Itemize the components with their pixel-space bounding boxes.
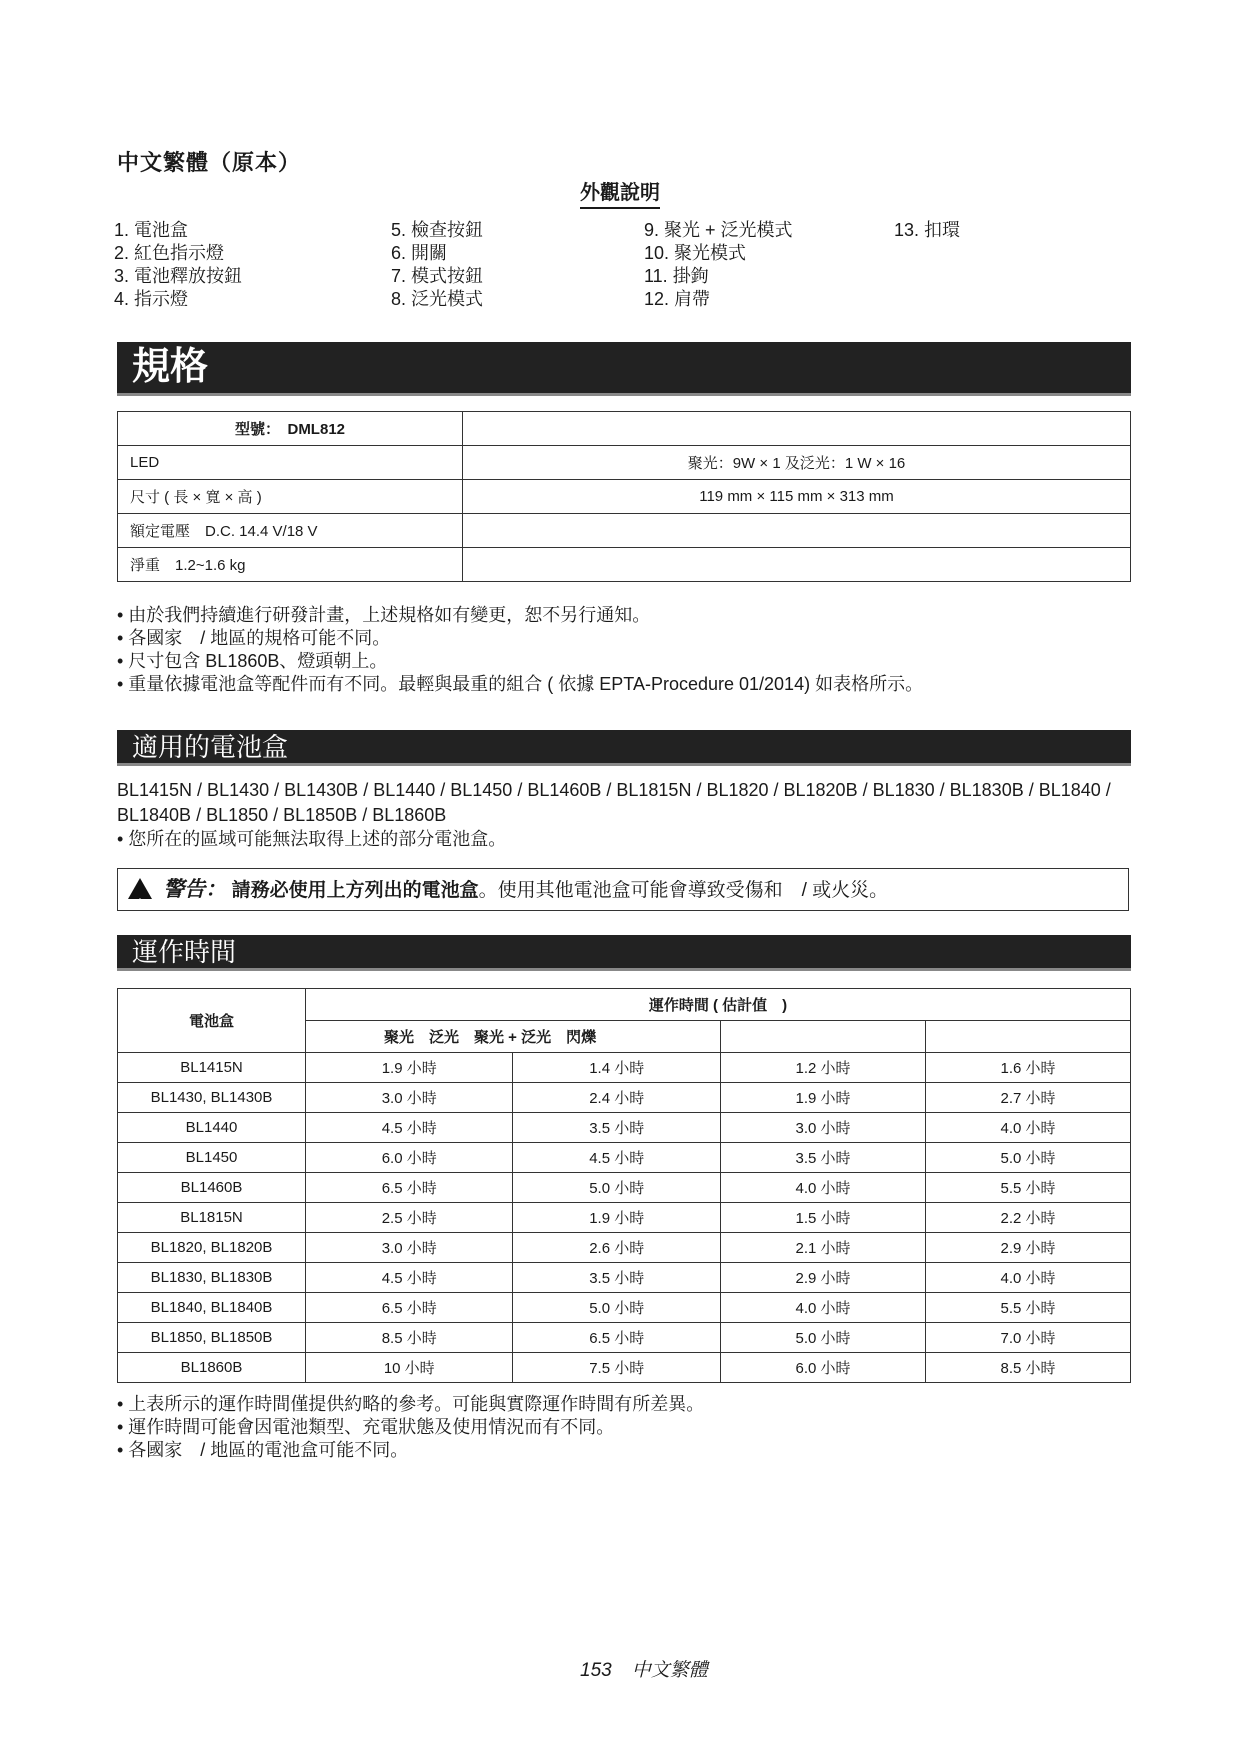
runtime-cell: 2.2 小時 xyxy=(926,1203,1131,1233)
table-row xyxy=(118,1203,1131,1233)
warning-label: 警告： xyxy=(163,878,227,901)
mode-headers: 聚光 泛光 聚光 + 泛光 閃爍 xyxy=(306,1021,721,1053)
language-title: 中文繁體（原本） xyxy=(117,150,302,175)
table-row xyxy=(118,1173,1131,1203)
spec-table xyxy=(117,411,1131,582)
batteries-title-bar xyxy=(117,730,1131,766)
table-row xyxy=(118,1323,1131,1353)
part-item: 9. 聚光 + 泛光模式 xyxy=(644,220,793,240)
runtime-cell: 3.0 小時 xyxy=(721,1113,926,1143)
runtime-cell: 2.4 小時 xyxy=(513,1083,721,1113)
spec-value xyxy=(463,412,1131,446)
spec-value: 聚光：9W × 1 及泛光：1 W × 16 xyxy=(463,446,1131,480)
warning-bold-text: 請務必使用上方列出的電池盒 xyxy=(231,880,479,901)
battery-cell: BL1450 xyxy=(118,1143,306,1173)
mode-header-empty xyxy=(926,1021,1131,1053)
footer-language: 中文繁體 xyxy=(631,1660,708,1681)
page-number: 153 xyxy=(580,1660,612,1681)
spec-label: 尺寸 ( 長 × 寬 × 高 ) xyxy=(118,480,463,514)
runtime-cell: 5.0 小時 xyxy=(513,1173,721,1203)
spec-label: 額定電壓 D.C. 14.4 V/18 V xyxy=(118,514,463,548)
runtime-cell: 2.5 小時 xyxy=(306,1203,513,1233)
runtime-cell: 3.5 小時 xyxy=(721,1143,926,1173)
battery-cell: BL1430, BL1430B xyxy=(118,1083,306,1113)
battery-note xyxy=(117,828,506,851)
table-row xyxy=(118,412,1131,446)
table-row xyxy=(118,514,1131,548)
spec-value xyxy=(463,548,1131,582)
runtime-cell: 6.5 小時 xyxy=(306,1173,513,1203)
runtime-cell: 1.5 小時 xyxy=(721,1203,926,1233)
spec-notes xyxy=(117,604,923,696)
runtime-cell: 4.0 小時 xyxy=(721,1173,926,1203)
runtime-table-body xyxy=(118,1053,1131,1383)
runtime-cell: 3.5 小時 xyxy=(513,1113,721,1143)
battery-cell: BL1850, BL1850B xyxy=(118,1323,306,1353)
battery-cell: BL1840, BL1840B xyxy=(118,1293,306,1323)
runtime-cell: 5.0 小時 xyxy=(721,1323,926,1353)
table-row xyxy=(118,1233,1131,1263)
runtime-cell: 7.5 小時 xyxy=(513,1353,721,1383)
runtime-cell: 8.5 小時 xyxy=(926,1353,1131,1383)
appearance-heading: 外觀說明 xyxy=(580,176,660,209)
runtime-cell: 2.9 小時 xyxy=(721,1263,926,1293)
spec-label: LED xyxy=(118,446,463,480)
battery-cell: BL1860B xyxy=(118,1353,306,1383)
runtime-cell: 6.0 小時 xyxy=(721,1353,926,1383)
runtime-cell: 4.0 小時 xyxy=(926,1113,1131,1143)
battery-cell: BL1820, BL1820B xyxy=(118,1233,306,1263)
page-footer xyxy=(580,1655,708,1682)
battery-cell: BL1815N xyxy=(118,1203,306,1233)
table-row xyxy=(118,446,1131,480)
battery-list: BL1415N / BL1430 / BL1430B / BL1440 / BL1450 / BL1460B / BL1815N / BL1820 / BL1820B / BL1830 / BL1830B / BL1840 / BL1840B / BL1850 / BL1850B / BL1860B xyxy=(117,780,1111,825)
specs-title: 規格 xyxy=(132,346,209,388)
runtime-cell: 6.5 小時 xyxy=(513,1323,721,1353)
table-row xyxy=(118,1353,1131,1383)
runtime-cell: 2.9 小時 xyxy=(926,1233,1131,1263)
runtime-cell: 8.5 小時 xyxy=(306,1323,513,1353)
runtime-cell: 1.9 小時 xyxy=(513,1203,721,1233)
table-row xyxy=(118,1113,1131,1143)
runtime-cell: 1.9 小時 xyxy=(306,1053,513,1083)
runtime-notes xyxy=(117,1393,704,1462)
runtime-cell: 4.0 小時 xyxy=(926,1263,1131,1293)
runtime-cell: 1.2 小時 xyxy=(721,1053,926,1083)
runtime-cell: 4.0 小時 xyxy=(721,1293,926,1323)
specs-title-bar xyxy=(117,342,1131,396)
spec-value xyxy=(463,514,1131,548)
spec-value: 119 mm × 115 mm × 313 mm xyxy=(463,480,1131,514)
column-header-runtime: 運作時間 ( 估計值 ) xyxy=(306,989,1131,1021)
runtime-cell: 1.9 小時 xyxy=(721,1083,926,1113)
runtime-cell: 3.0 小時 xyxy=(306,1083,513,1113)
runtime-table xyxy=(117,988,1131,1383)
part-item: 5. 檢查按鈕 xyxy=(391,220,484,240)
battery-cell: BL1460B xyxy=(118,1173,306,1203)
runtime-cell: 1.4 小時 xyxy=(513,1053,721,1083)
table-row xyxy=(118,1293,1131,1323)
runtime-cell: 10 小時 xyxy=(306,1353,513,1383)
runtime-cell: 6.5 小時 xyxy=(306,1293,513,1323)
battery-cell: BL1415N xyxy=(118,1053,306,1083)
mode-header-empty xyxy=(721,1021,926,1053)
runtime-cell: 4.5 小時 xyxy=(513,1143,721,1173)
runtime-cell: 5.5 小時 xyxy=(926,1173,1131,1203)
part-item: 11. 掛鉤 xyxy=(644,266,709,286)
warning-text: 。使用其他電池盒可能會導致受傷和 / 或火災。 xyxy=(478,880,889,901)
runtime-cell: 4.5 小時 xyxy=(306,1263,513,1293)
parts-list xyxy=(114,219,1014,311)
spec-label: 型號： DML812 xyxy=(118,412,463,446)
note-item: • 上表所示的運作時間僅提供約略的參考。可能與實際運作時間有所差異。 xyxy=(117,1394,705,1414)
table-row xyxy=(118,1083,1131,1113)
runtime-title-bar xyxy=(117,935,1131,971)
note-item: • 各國家 / 地區的規格可能不同。 xyxy=(117,628,391,648)
runtime-cell: 2.7 小時 xyxy=(926,1083,1131,1113)
table-row xyxy=(118,1143,1131,1173)
runtime-cell: 5.0 小時 xyxy=(926,1143,1131,1173)
runtime-cell: 5.0 小時 xyxy=(513,1293,721,1323)
note-item: • 各國家 / 地區的電池盒可能不同。 xyxy=(117,1440,409,1460)
batteries-title: 適用的電池盒 xyxy=(132,732,289,762)
runtime-cell: 1.6 小時 xyxy=(926,1053,1131,1083)
table-row xyxy=(118,1263,1131,1293)
runtime-cell: 3.5 小時 xyxy=(513,1263,721,1293)
part-item: 6. 開關 xyxy=(391,243,448,263)
warning-icon: ! xyxy=(128,878,152,899)
part-item: 10. 聚光模式 xyxy=(644,243,747,263)
note-item: • 由於我們持續進行研發計畫，上述規格如有變更，恕不另行通知。 xyxy=(117,605,651,625)
runtime-cell: 2.1 小時 xyxy=(721,1233,926,1263)
runtime-cell: 4.5 小時 xyxy=(306,1113,513,1143)
table-header-row xyxy=(118,989,1131,1021)
part-item: 7. 模式按鈕 xyxy=(391,266,484,286)
table-row xyxy=(118,1053,1131,1083)
part-item: 4. 指示燈 xyxy=(114,289,189,309)
spec-label: 淨重 1.2~1.6 kg xyxy=(118,548,463,582)
column-header-battery: 電池盒 xyxy=(118,989,306,1053)
battery-cell: BL1440 xyxy=(118,1113,306,1143)
runtime-cell: 6.0 小時 xyxy=(306,1143,513,1173)
part-item: 1. 電池盒 xyxy=(114,220,189,240)
part-item: 13. 扣環 xyxy=(894,220,961,240)
part-item: 12. 肩帶 xyxy=(644,289,711,309)
note-item: • 重量依據電池盒等配件而有不同。最輕與最重的組合 ( 依據 EPTA-Procedure 01/2014) 如表格所示。 xyxy=(117,674,924,694)
note-item: • 運作時間可能會因電池類型、充電狀態及使用情況而有不同。 xyxy=(117,1417,615,1437)
runtime-cell: 5.5 小時 xyxy=(926,1293,1131,1323)
runtime-cell: 2.6 小時 xyxy=(513,1233,721,1263)
note-item: • 尺寸包含 BL1860B、燈頭朝上。 xyxy=(117,651,388,671)
part-item: 3. 電池釋放按鈕 xyxy=(114,266,243,286)
table-row xyxy=(118,548,1131,582)
part-item: 2. 紅色指示燈 xyxy=(114,243,225,263)
part-item: 8. 泛光模式 xyxy=(391,289,484,309)
warning-box xyxy=(117,868,1129,911)
note-item: • 您所在的區域可能無法取得上述的部分電池盒。 xyxy=(117,829,507,849)
table-row xyxy=(118,480,1131,514)
runtime-title: 運作時間 xyxy=(132,937,237,967)
runtime-cell: 7.0 小時 xyxy=(926,1323,1131,1353)
battery-cell: BL1830, BL1830B xyxy=(118,1263,306,1293)
runtime-cell: 3.0 小時 xyxy=(306,1233,513,1263)
